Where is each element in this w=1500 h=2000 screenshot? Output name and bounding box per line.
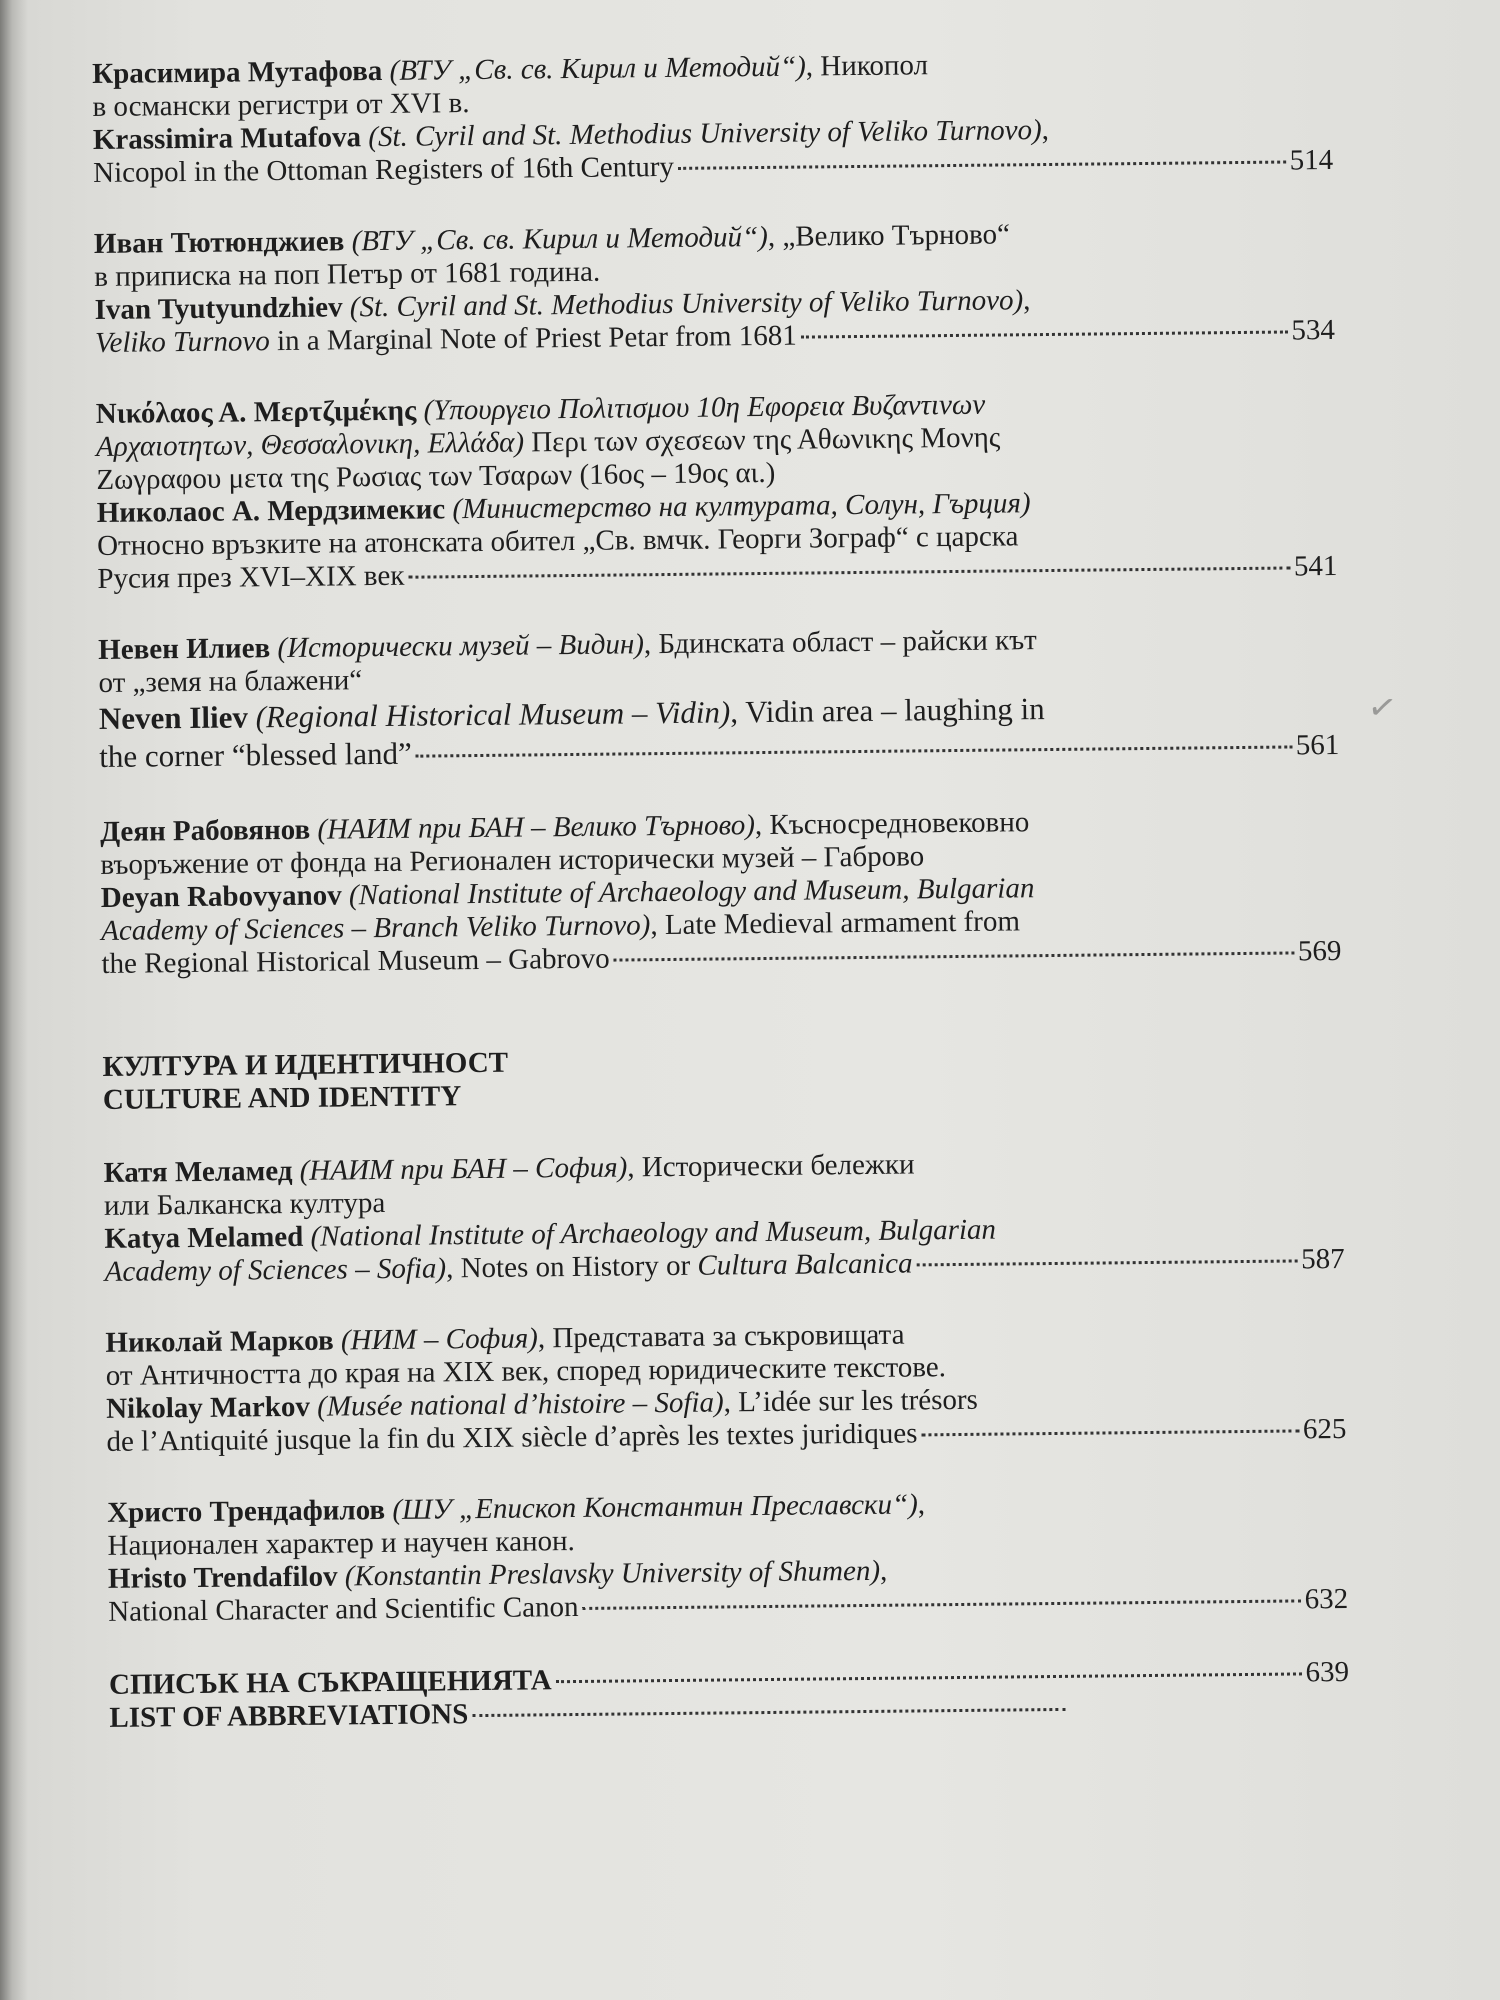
bg-affiliation: (НАИМ при БАН – София) (299, 1151, 628, 1187)
toc-entry-mertzimekis (96, 385, 1338, 596)
bg-title-line-2: Русия през XVI–XIX век (97, 559, 405, 595)
toc-entry-markov (105, 1314, 1346, 1459)
bg-title-part: , Представата за съкровищата (537, 1318, 905, 1355)
en-affiliation: (Musée national d’histoire – Sofia) (317, 1386, 724, 1423)
page-number: 534 (1291, 314, 1336, 347)
bg-title-part: , Късносредновековно (754, 806, 1030, 842)
page-number: 514 (1289, 144, 1334, 177)
toc-entry-rabovyanov (100, 803, 1342, 981)
bg-title-part: , Бдинската област – райски кът (643, 624, 1037, 661)
en-title-rest: in a Marginal Note of Priest Petar from 1681 (269, 319, 797, 358)
bg-author: Деян Рабовянов (99, 813, 311, 848)
en-title-line: the corner “blessed land” (99, 735, 412, 774)
page-number: 541 (1293, 549, 1338, 583)
section-heading (102, 1038, 1343, 1117)
bg-author: Христо Трендафилов (107, 1494, 386, 1529)
page-number: 569 (1297, 934, 1342, 968)
en-affiliation: (Regional Historical Museum – Vidin) (255, 694, 731, 735)
bg-title-line: Национален характер и научен канон. (107, 1525, 575, 1562)
toc-entry-abbreviations (109, 1656, 1350, 1735)
en-title-part: , (1022, 284, 1031, 317)
abbreviations-title-bg: СПИСЪК НА СЪКРАЩЕНИЯТА (108, 1664, 552, 1701)
en-title-part: , (879, 1554, 888, 1587)
bg-title-line: въоръжение от фонда на Регионален исторически музей – Габрово (100, 840, 925, 881)
en-title-line: Nicopol in the Ottoman Registers of 16th Century (93, 150, 675, 189)
dot-leader (416, 745, 1292, 757)
bg-title-line: в османски регистри от XVI в. (92, 87, 470, 123)
page-number: 625 (1302, 1412, 1347, 1446)
gr-title-line: Ζωγραφου μετα της Ρωσιας των Τσαρων (16ος – 19ος αι.) (96, 456, 776, 496)
bg-author: Николай Марков (105, 1324, 334, 1359)
en-author: Deyan Rabovyanov (100, 879, 342, 914)
gr-author: Νικόλαος Α. Μερτζιμέκης (95, 394, 417, 430)
en-title-part: , L’idée sur les trésors (723, 1383, 979, 1419)
en-affiliation: (St. Cyril and St. Methodius University of Veliko Turnovo) (368, 114, 1042, 154)
bg-title-part: , Никопол (805, 49, 929, 83)
dot-leader (801, 330, 1288, 338)
en-affiliation-2: Academy of Sciences – Branch Veliko Turnovo) (100, 909, 651, 947)
bg-author: Катя Меламед (103, 1154, 293, 1189)
en-affiliation: (St. Cyril and St. Methodius University of Veliko Turnovo) (349, 284, 1024, 324)
bg-title-line: или Балканска култура (103, 1186, 386, 1222)
en-title-part: , Vidin area – laughing in (730, 691, 1045, 730)
dot-leader (917, 1259, 1298, 1266)
section-title-bg: КУЛТУРА И ИДЕНТИЧНОСТ (102, 1046, 509, 1083)
bg-affiliation: (Исторически музей – Видин) (277, 628, 645, 665)
en-title-line: de l’Antiquité jusque la fin du XIX siècle d’après les textes juridiques (106, 1417, 918, 1458)
en-title-italic: Cultura Balcanica (697, 1247, 913, 1282)
en-author: Neven Iliev (98, 699, 249, 736)
bg-title-line: в приписка на поп Петър от 1681 година. (94, 255, 601, 293)
bg-affiliation: (ШУ „Епископ Константин Преславски“) (392, 1488, 918, 1526)
section-title-en: CULTURE AND IDENTITY (102, 1080, 462, 1116)
bg-affiliation: (ВТУ „Св. св. Кирил и Методий“) (351, 220, 769, 258)
bg-affiliation: (ВТУ „Св. св. Кирил и Методий“) (389, 50, 806, 87)
dot-leader (678, 161, 1286, 170)
en-author: Ivan Tyutyundzhiev (94, 291, 343, 326)
bg-title-line: Относно връзките на атонската обител „Св. вмчк. Георги Зограф“ с царска (96, 520, 1019, 562)
toc-entry-mutafova (92, 45, 1333, 190)
page-number: 587 (1300, 1242, 1345, 1276)
en-author: Nikolay Markov (105, 1390, 311, 1425)
toc-entry-iliev (98, 621, 1339, 778)
bg-title-line: от „земя на блажени“ (98, 664, 363, 699)
page-number: 639 (1305, 1655, 1350, 1689)
bg-title-line: от Античността до края на XIX век, според юридическите текстове. (105, 1351, 947, 1392)
en-title-part: , Late Medieval armament from (650, 905, 1021, 942)
table-of-contents (92, 45, 1350, 1773)
dot-leader (472, 1708, 1065, 1717)
page-number: 632 (1304, 1582, 1349, 1616)
bg-author: Николаос А. Мердзимекис (96, 493, 446, 529)
en-author: Hristo Trendafilov (107, 1560, 338, 1595)
bg-author: Красимира Мутафова (92, 54, 383, 90)
en-title-part: , (1041, 113, 1050, 147)
gr-affiliation-2: Αρχαιοτητων, Θεσσαλονικη, Ελλάδα) (95, 426, 525, 463)
bg-author: Невен Илиев (98, 632, 271, 666)
gr-affiliation: (Υπουργειο Πολιτισμου 10η Εφορεια Βυζαντινων (423, 388, 986, 427)
bg-affiliation: (НИМ – София) (340, 1322, 539, 1357)
bg-title-part: , „Велико Търново“ (767, 218, 1011, 253)
en-title-line: National Character and Scientific Canon (108, 1590, 579, 1628)
gr-title-part: Περι των σχεσεων της Αθωνικης Μονης (523, 421, 1001, 459)
en-title-line (105, 1247, 913, 1288)
en-title-italic: Veliko Turnovo (94, 325, 270, 359)
page-number: 561 (1295, 728, 1340, 762)
handwritten-checkmark: ✓ (1364, 685, 1400, 731)
en-title-line: the Regional Historical Museum – Gabrovo (101, 942, 610, 980)
toc-entry-trendafilov (107, 1484, 1348, 1629)
toc-entry-tyutyundzhiev (94, 215, 1335, 360)
dot-leader (921, 1429, 1299, 1436)
bg-title-part: , Исторически бележки (627, 1148, 915, 1184)
toc-entry-melamed (104, 1144, 1345, 1289)
dot-leader (556, 1672, 1302, 1683)
abbreviations-title-en: LIST OF ABBREVIATIONS (109, 1698, 469, 1734)
en-affiliation-2: Academy of Sciences – Sofia) (104, 1252, 447, 1288)
en-affiliation: (Konstantin Preslavsky University of Shumen) (344, 1554, 881, 1593)
bg-title-part: , (917, 1488, 926, 1521)
bg-affiliation: (Министерство на културата, Солун, Гърция) (452, 487, 1031, 526)
bg-affiliation: (НАИМ при БАН – Велико Търново) (317, 809, 756, 846)
dot-leader (614, 951, 1294, 961)
dot-leader (583, 1599, 1301, 1610)
en-author: Krassimira Mutafova (92, 121, 362, 156)
dot-leader (408, 566, 1290, 578)
en-affiliation: (National Institute of Archaeology and Museum, Bulgarian (348, 872, 1035, 912)
en-affiliation: (National Institute of Archaeology and Museum, Bulgarian (310, 1213, 997, 1253)
en-title-part: , Notes on History or (445, 1249, 698, 1285)
en-title-line (95, 320, 797, 360)
en-author: Katya Melamed (104, 1220, 304, 1255)
bg-author: Иван Тютюнджиев (93, 225, 345, 260)
